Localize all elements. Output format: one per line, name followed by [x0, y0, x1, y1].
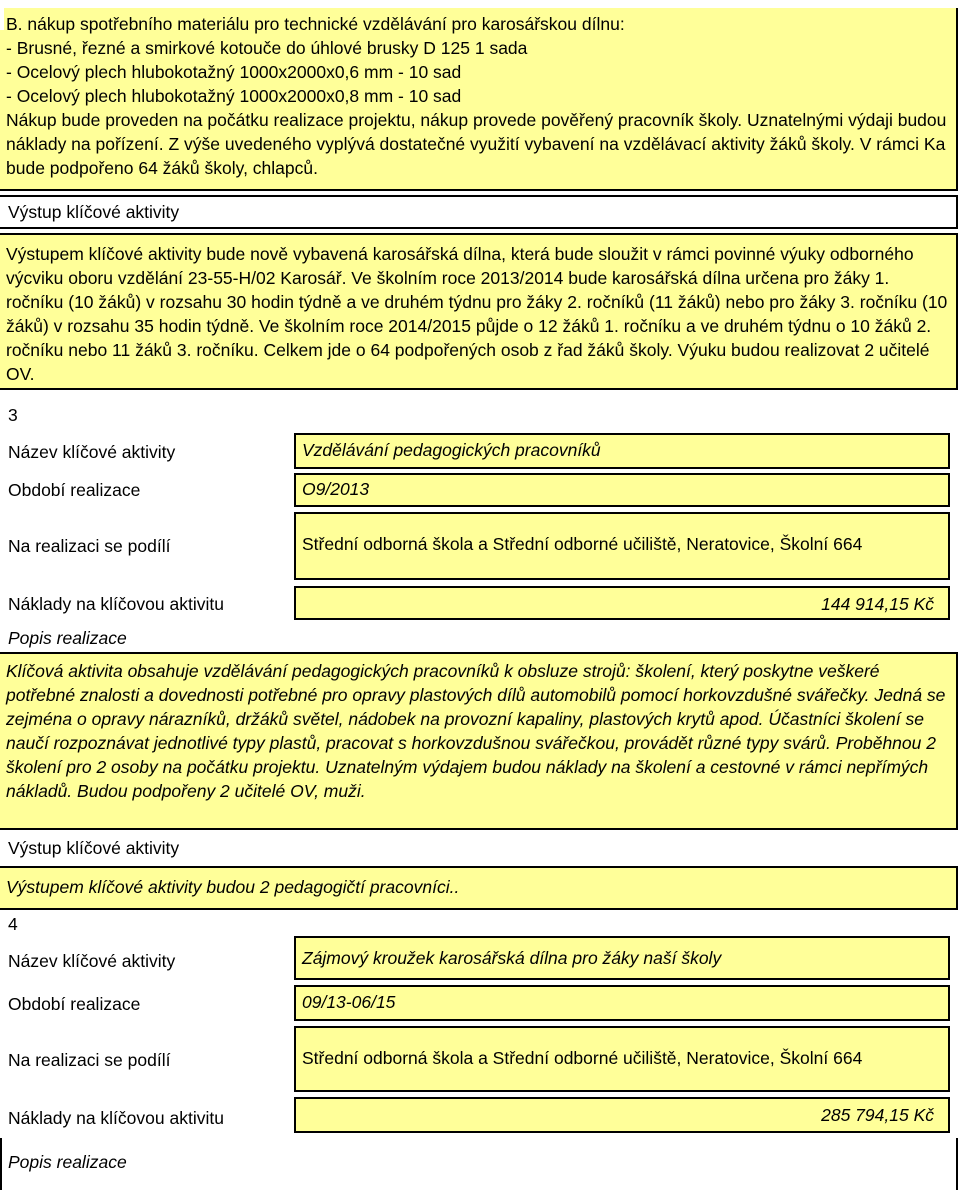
- activity3-cost-value-box: [294, 586, 950, 620]
- activity3-participant-label: Na realizaci se podílí: [8, 536, 171, 556]
- activity4-participant-label: Na realizaci se podílí: [8, 1050, 171, 1070]
- activity3-description-label: Popis realizace: [8, 628, 127, 648]
- activity3-number: 3: [8, 405, 18, 425]
- activity3-period-value: O9/2013: [302, 479, 370, 499]
- activity3-name-label: Název klíčové aktivity: [8, 442, 176, 462]
- activity3-output-block: [0, 866, 958, 910]
- activity3-output-label: Výstup klíčové aktivity: [8, 838, 180, 858]
- activity3-name-value: Vzdělávání pedagogických pracovníků: [302, 440, 601, 460]
- activity4-cost-value: 285 794,15 Kč: [821, 1105, 934, 1125]
- activity2-output-label: Výstup klíčové aktivity: [8, 202, 180, 222]
- activity3-name-value-box: [294, 433, 950, 469]
- activity3-output-text: Výstupem klíčové aktivity budou 2 pedagogičtí pracovníci..: [6, 877, 460, 897]
- activity4-period-value: 09/13-06/15: [302, 992, 396, 1012]
- section-b-block: [0, 8, 958, 191]
- activity4-description-frame: [0, 1138, 958, 1190]
- activity3-participant-value-box: [294, 512, 950, 580]
- activity3-description-text: Klíčová aktivita obsahuje vzdělávání pedagogických pracovníků k obsluze strojů: školení, který poskytne veškeré potřebné znalosti a dovednosti potřebné pro opravy plastových dílů automobilů pomocí horkovzdušné svářečky. Jedná se zejména o opravy nárazníků, držáků světel, nádobek na provozní kapaliny, plastových krytů apod. Účastníci školení se naučí rozpoznávat jednotlivé typy plastů, pracovat s horkovzdušnou svářečkou, provádět různé typy svárů. Proběhnou 2 školení pro 2 osoby na počátku projektu. Uznatelným výdajem budou náklady na školení a cestovné v rámci nepřímých nákladů. Budou podpořeny 2 učitelé OV, muži.: [6, 661, 946, 801]
- activity4-participant-value-box: [294, 1026, 950, 1092]
- activity2-output-block: [0, 233, 958, 390]
- section-b-label-cell: [0, 8, 4, 30]
- activity3-participant-value: Střední odborná škola a Střední odborné učiliště, Neratovice, Školní 664: [302, 534, 863, 554]
- activity2-output-label-box: [0, 195, 958, 229]
- activity4-description-label: Popis realizace: [8, 1152, 127, 1172]
- activity4-name-label: Název klíčové aktivity: [8, 951, 176, 971]
- activity4-participant-value: Střední odborná škola a Střední odborné učiliště, Neratovice, Školní 664: [302, 1048, 863, 1068]
- activity4-number: 4: [8, 914, 18, 934]
- activity4-period-value-box: [294, 985, 950, 1021]
- activity4-name-value-box: [294, 936, 950, 980]
- activity3-description-block: [0, 652, 958, 830]
- activity4-cost-value-box: [294, 1097, 950, 1133]
- activity4-period-label: Období realizace: [8, 994, 141, 1014]
- activity3-cost-value: 144 914,15 Kč: [821, 594, 934, 614]
- activity3-period-label: Období realizace: [8, 480, 141, 500]
- activity2-output-text: Výstupem klíčové aktivity bude nově vybavená karosářská dílna, která bude sloužit v rámci povinné výuky odborného výcviku oboru vzdělání 23-55-H/02 Karosář. Ve školním roce 2013/2014 bude karosářská dílna určena pro žáky 1. ročníku (10 žáků) v rozsahu 30 hodin týdně a ve druhém týdnu pro žáky 2. ročníků (11 žáků) nebo pro žáky 3. ročníku (10 žáků) v rozsahu 35 hodin týdně. Ve školním roce 2014/2015 půjde o 12 žáků 1. ročníku a ve druhém týdnu o 10 žáků 2. ročníku nebo 11 žáků 3. ročníku. Celkem jde o 64 podpořených osob z řad žáků školy. Výuku budou realizovat 2 učitelé OV.: [6, 244, 948, 384]
- activity4-name-value: Zájmový kroužek karosářská dílna pro žáky naší školy: [302, 948, 722, 968]
- section-b-text: B. nákup spotřebního materiálu pro technické vzdělávání pro karosářskou dílnu: - Brusné, řezné a smirkové kotouče do úhlové brusky D 125 1 sada - Ocelový plech hlubokotažný 1000x2000x0,6 mm - 10 sad - Ocelový plech hlubokotažný 1000x2000x0,8 mm - 10 sad Nákup bude proveden na počátku realizace projektu, nákup provede pověřený pracovník školy. Uznatelnými výdaji budou náklady na pořízení. Z výše uvedeného vyplývá dostatečné využití vybavení na vzdělávací aktivity žáků školy. V rámci Ka bude podpořeno 64 žáků školy, chlapců.: [6, 14, 947, 178]
- activity4-cost-label: Náklady na klíčovou aktivitu: [8, 1108, 224, 1128]
- activity3-cost-label: Náklady na klíčovou aktivitu: [8, 594, 224, 614]
- activity3-period-value-box: [294, 473, 950, 507]
